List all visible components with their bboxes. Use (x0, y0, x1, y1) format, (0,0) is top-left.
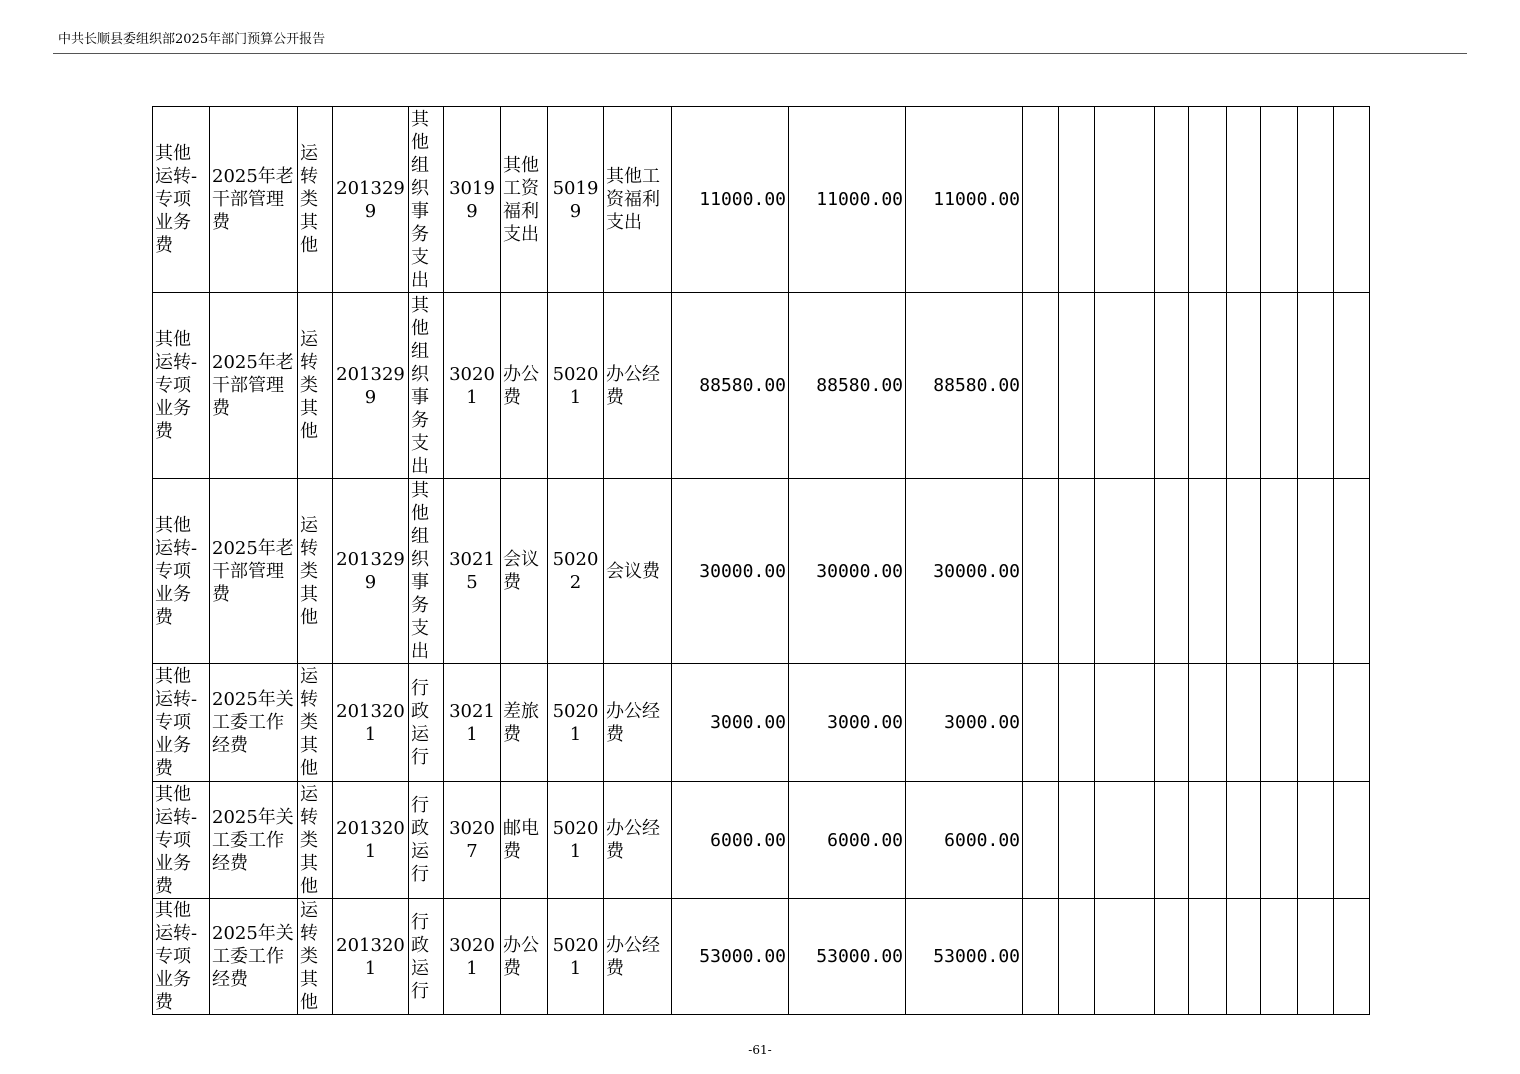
cell-gov-code: 50199 (548, 107, 604, 293)
cell-empty (1155, 293, 1189, 479)
cell-empty (1298, 293, 1334, 479)
cell-total: 53000.00 (672, 899, 789, 1015)
cell-total: 6000.00 (672, 782, 789, 899)
cell-empty (1059, 664, 1095, 782)
cell-type: 运转类其他 (298, 479, 333, 664)
cell-func-name: 行政运行 (409, 782, 444, 899)
cell-empty (1334, 479, 1370, 664)
cell-subtotal: 88580.00 (789, 293, 906, 479)
cell-total: 3000.00 (672, 664, 789, 782)
cell-empty (1023, 664, 1059, 782)
cell-econ-code: 30201 (444, 899, 501, 1015)
cell-project: 2025年老干部管理费 (210, 479, 298, 664)
cell-gov-code: 50201 (548, 293, 604, 479)
cell-gov-name: 其他工资福利支出 (604, 107, 672, 293)
table-row (153, 899, 1370, 1015)
cell-empty (1261, 782, 1298, 899)
cell-gov-code: 50201 (548, 664, 604, 782)
cell-empty (1298, 664, 1334, 782)
cell-econ-code: 30199 (444, 107, 501, 293)
cell-gov-name: 办公经费 (604, 664, 672, 782)
cell-func-name: 行政运行 (409, 899, 444, 1015)
cell-empty (1334, 782, 1370, 899)
cell-econ-name: 办公费 (501, 293, 548, 479)
cell-empty (1261, 293, 1298, 479)
cell-empty (1227, 293, 1261, 479)
cell-gov-code: 50201 (548, 899, 604, 1015)
cell-empty (1059, 479, 1095, 664)
cell-empty (1261, 664, 1298, 782)
cell-project: 2025年关工委工作经费 (210, 899, 298, 1015)
cell-empty (1261, 899, 1298, 1015)
cell-econ-name: 办公费 (501, 899, 548, 1015)
cell-empty (1334, 107, 1370, 293)
cell-gov-code: 50201 (548, 782, 604, 899)
cell-empty (1023, 782, 1059, 899)
cell-empty (1298, 782, 1334, 899)
cell-fiscal: 6000.00 (906, 782, 1023, 899)
cell-empty (1059, 293, 1095, 479)
cell-empty (1189, 664, 1227, 782)
table-row (153, 107, 1370, 293)
cell-empty (1189, 479, 1227, 664)
cell-gov-name: 办公经费 (604, 782, 672, 899)
cell-empty (1155, 107, 1189, 293)
table-row (153, 293, 1370, 479)
cell-total: 11000.00 (672, 107, 789, 293)
cell-func-code: 2013299 (333, 479, 409, 664)
cell-category: 其他运转-专项业务费 (153, 899, 210, 1015)
cell-empty (1023, 293, 1059, 479)
cell-empty (1189, 899, 1227, 1015)
cell-category: 其他运转-专项业务费 (153, 107, 210, 293)
cell-func-name: 其他组织事务支出 (409, 107, 444, 293)
cell-empty (1095, 479, 1155, 664)
cell-fiscal: 3000.00 (906, 664, 1023, 782)
cell-empty (1298, 899, 1334, 1015)
cell-empty (1227, 782, 1261, 899)
table-row (153, 782, 1370, 899)
cell-project: 2025年老干部管理费 (210, 107, 298, 293)
cell-project: 2025年关工委工作经费 (210, 664, 298, 782)
cell-empty (1261, 479, 1298, 664)
cell-empty (1095, 664, 1155, 782)
cell-empty (1059, 899, 1095, 1015)
cell-empty (1059, 782, 1095, 899)
cell-category: 其他运转-专项业务费 (153, 664, 210, 782)
cell-empty (1227, 664, 1261, 782)
cell-func-code: 2013299 (333, 293, 409, 479)
cell-subtotal: 53000.00 (789, 899, 906, 1015)
cell-empty (1261, 107, 1298, 293)
cell-empty (1189, 107, 1227, 293)
cell-econ-code: 30201 (444, 293, 501, 479)
cell-func-code: 2013201 (333, 899, 409, 1015)
cell-func-name: 其他组织事务支出 (409, 479, 444, 664)
cell-category: 其他运转-专项业务费 (153, 479, 210, 664)
cell-empty (1023, 899, 1059, 1015)
cell-type: 运转类其他 (298, 782, 333, 899)
cell-empty (1155, 782, 1189, 899)
cell-econ-name: 会议费 (501, 479, 548, 664)
cell-type: 运转类其他 (298, 293, 333, 479)
cell-empty (1334, 293, 1370, 479)
cell-func-code: 2013201 (333, 664, 409, 782)
cell-econ-name: 差旅费 (501, 664, 548, 782)
cell-empty (1155, 664, 1189, 782)
cell-project: 2025年老干部管理费 (210, 293, 298, 479)
cell-category: 其他运转-专项业务费 (153, 293, 210, 479)
cell-empty (1227, 899, 1261, 1015)
cell-subtotal: 30000.00 (789, 479, 906, 664)
cell-gov-name: 办公经费 (604, 293, 672, 479)
cell-empty (1059, 107, 1095, 293)
cell-empty (1023, 107, 1059, 293)
page-number: -61- (748, 1043, 772, 1057)
cell-func-name: 行政运行 (409, 664, 444, 782)
cell-total: 88580.00 (672, 293, 789, 479)
table-row (153, 479, 1370, 664)
budget-table (152, 106, 1370, 1015)
cell-empty (1095, 899, 1155, 1015)
cell-empty (1298, 107, 1334, 293)
cell-econ-code: 30207 (444, 782, 501, 899)
cell-fiscal: 30000.00 (906, 479, 1023, 664)
cell-econ-name: 其他工资福利支出 (501, 107, 548, 293)
cell-empty (1334, 899, 1370, 1015)
cell-fiscal: 88580.00 (906, 293, 1023, 479)
cell-project: 2025年关工委工作经费 (210, 782, 298, 899)
cell-empty (1023, 479, 1059, 664)
cell-econ-code: 30211 (444, 664, 501, 782)
cell-gov-name: 办公经费 (604, 899, 672, 1015)
cell-func-code: 2013201 (333, 782, 409, 899)
cell-total: 30000.00 (672, 479, 789, 664)
cell-empty (1095, 293, 1155, 479)
cell-func-name: 其他组织事务支出 (409, 293, 444, 479)
cell-type: 运转类其他 (298, 664, 333, 782)
header-divider (53, 53, 1467, 54)
cell-empty (1227, 107, 1261, 293)
cell-empty (1189, 782, 1227, 899)
page-header-title: 中共长顺县委组织部2025年部门预算公开报告 (58, 32, 326, 47)
cell-gov-name: 会议费 (604, 479, 672, 664)
cell-empty (1155, 899, 1189, 1015)
cell-empty (1334, 664, 1370, 782)
cell-econ-name: 邮电费 (501, 782, 548, 899)
cell-subtotal: 11000.00 (789, 107, 906, 293)
cell-econ-code: 30215 (444, 479, 501, 664)
table-row (153, 664, 1370, 782)
cell-empty (1189, 293, 1227, 479)
cell-category: 其他运转-专项业务费 (153, 782, 210, 899)
cell-subtotal: 3000.00 (789, 664, 906, 782)
cell-subtotal: 6000.00 (789, 782, 906, 899)
cell-empty (1095, 107, 1155, 293)
cell-empty (1227, 479, 1261, 664)
cell-func-code: 2013299 (333, 107, 409, 293)
cell-type: 运转类其他 (298, 899, 333, 1015)
cell-fiscal: 53000.00 (906, 899, 1023, 1015)
cell-empty (1298, 479, 1334, 664)
cell-type: 运转类其他 (298, 107, 333, 293)
cell-empty (1155, 479, 1189, 664)
cell-empty (1095, 782, 1155, 899)
cell-fiscal: 11000.00 (906, 107, 1023, 293)
cell-gov-code: 50202 (548, 479, 604, 664)
